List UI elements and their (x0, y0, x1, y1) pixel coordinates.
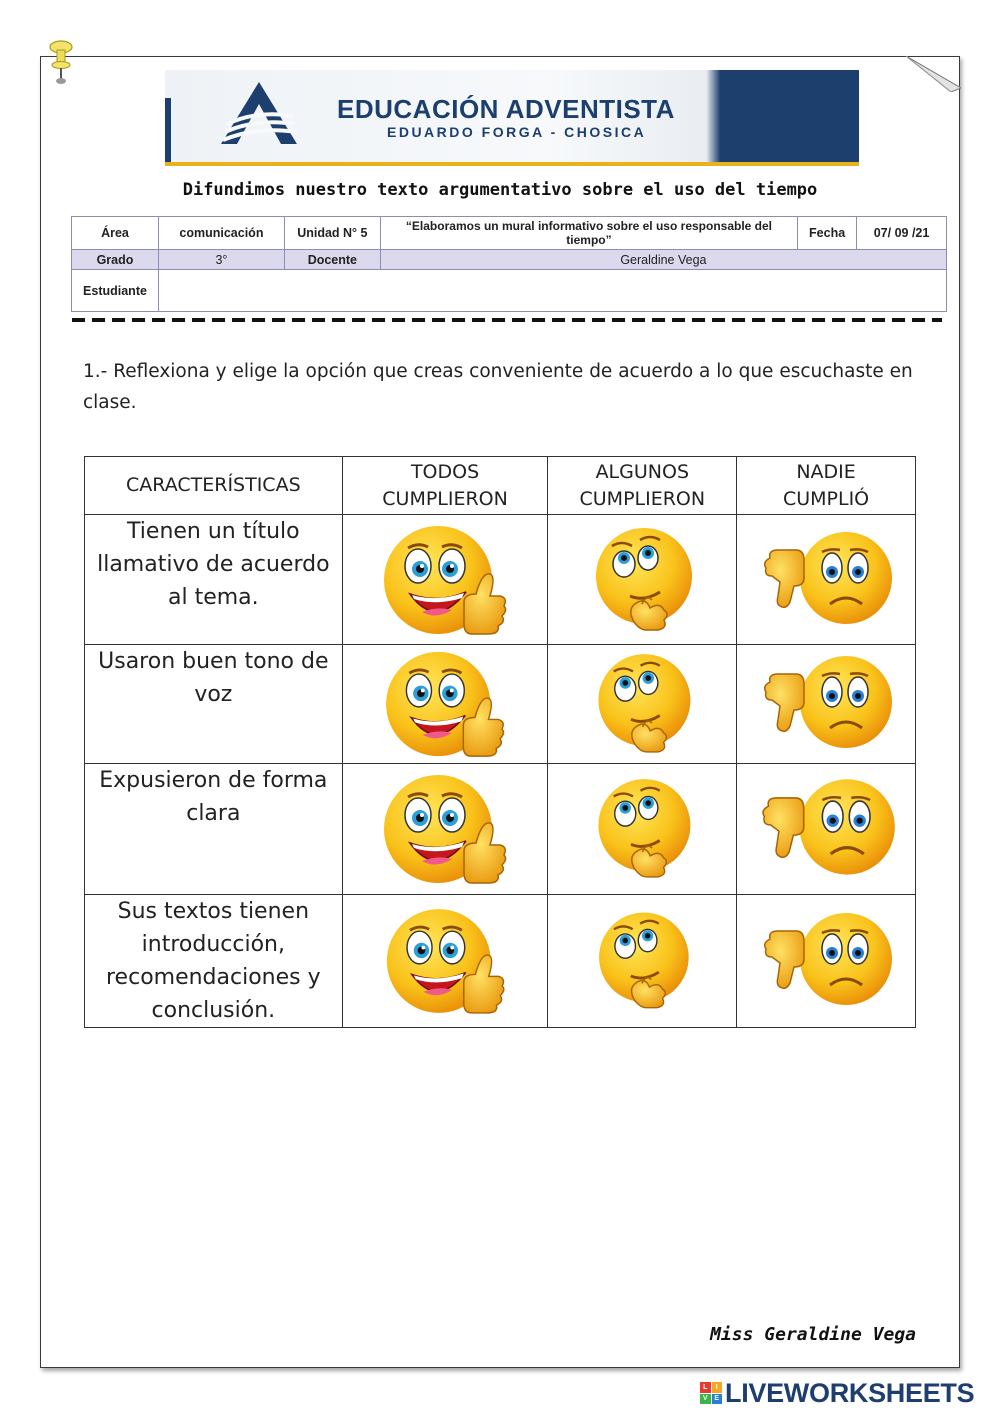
option-todos-cell[interactable] (342, 645, 548, 764)
option-algunos-cell[interactable] (548, 895, 737, 1028)
thinking-emoji-icon[interactable] (582, 524, 702, 636)
banner-title: EDUCACIÓN ADVENTISTA (337, 94, 675, 124)
header-nadie-cumplio: NADIE CUMPLIÓ (737, 457, 916, 515)
option-algunos-cell[interactable] (548, 764, 737, 895)
table-row (85, 764, 916, 895)
badge-letter: L (700, 1382, 711, 1393)
docente-value: Geraldine Vega (380, 250, 946, 270)
fecha-value: 07/ 09 /21 (857, 217, 947, 250)
instruction-text: 1.- Reflexiona y elige la opción que creas conveniente de acuerdo a lo que escuchaste en clase. (83, 361, 913, 413)
badge-letter: E (712, 1394, 723, 1405)
option-nadie-cell[interactable] (737, 764, 916, 895)
badge-letter: I (712, 1382, 723, 1393)
header-algunos-cumplieron: ALGUNOS CUMPLIERON (548, 457, 737, 515)
option-nadie-cell[interactable] (737, 895, 916, 1028)
banner-accent-bar (165, 98, 171, 166)
criterion-cell: Tienen un título llamativo de acuerdo al tema. (85, 515, 343, 645)
teacher-signature: Miss Geraldine Vega (710, 1324, 916, 1345)
fecha-label: Fecha (798, 217, 857, 250)
criterion-cell: Expusieron de forma clara (85, 764, 343, 895)
option-todos-cell[interactable] (342, 895, 548, 1028)
liveworksheets-watermark (700, 1378, 974, 1408)
unidad-title: “Elaboramos un mural informativo sobre el uso responsable del tiempo” (380, 217, 797, 250)
thinking-emoji-icon[interactable] (586, 908, 698, 1014)
sad-thumbs-down-emoji-icon[interactable] (756, 911, 896, 1011)
option-todos-cell[interactable] (342, 764, 548, 895)
grado-label: Grado (72, 250, 159, 270)
adventist-a-logo-icon (217, 80, 301, 146)
liveworksheets-text: LIVEWORKSHEETS (725, 1377, 975, 1408)
grado-value: 3° (158, 250, 284, 270)
option-nadie-cell[interactable] (737, 515, 916, 645)
badge-letter: V (700, 1394, 711, 1405)
option-algunos-cell[interactable] (548, 515, 737, 645)
table-row (85, 645, 916, 764)
criterion-cell: Usaron buen tono de voz (85, 645, 343, 764)
happy-thumbs-up-emoji-icon[interactable] (380, 648, 510, 760)
happy-thumbs-up-emoji-icon[interactable] (380, 771, 510, 887)
document-title: Difundimos nuestro texto argumentativo sobre el uso del tiempo (182, 180, 818, 200)
estudiante-label: Estudiante (72, 270, 159, 312)
thinking-emoji-icon[interactable] (585, 775, 700, 883)
docente-label: Docente (284, 250, 380, 270)
page-curl-icon (906, 56, 961, 92)
dashed-divider (72, 318, 942, 322)
header-caracteristicas: CARACTERÍSTICAS (85, 457, 343, 515)
unidad-label: Unidad N° 5 (284, 217, 380, 250)
info-table (71, 216, 947, 312)
area-value: comunicación (158, 217, 284, 250)
liveworksheets-logo-icon (700, 1382, 722, 1404)
option-todos-cell[interactable] (342, 515, 548, 645)
sad-thumbs-down-emoji-icon[interactable] (754, 777, 899, 881)
pushpin-icon (44, 38, 78, 86)
sad-thumbs-down-emoji-icon[interactable] (756, 530, 896, 630)
table-row (85, 895, 916, 1028)
option-nadie-cell[interactable] (737, 645, 916, 764)
option-algunos-cell[interactable] (548, 645, 737, 764)
table-row (85, 515, 916, 645)
criterion-cell: Sus textos tienen introducción, recomendaciones y conclusión. (85, 895, 343, 1028)
happy-thumbs-up-emoji-icon[interactable] (380, 522, 510, 638)
evaluation-table (84, 456, 916, 1028)
sad-thumbs-down-emoji-icon[interactable] (756, 654, 896, 754)
area-label: Área (72, 217, 159, 250)
happy-thumbs-up-emoji-icon[interactable] (383, 905, 508, 1017)
estudiante-field[interactable] (158, 270, 946, 312)
banner-subtitle: EDUARDO FORGA - CHOSICA (387, 124, 647, 140)
school-banner (165, 70, 859, 166)
header-todos-cumplieron: TODOS CUMPLIERON (342, 457, 548, 515)
thinking-emoji-icon[interactable] (585, 650, 700, 758)
